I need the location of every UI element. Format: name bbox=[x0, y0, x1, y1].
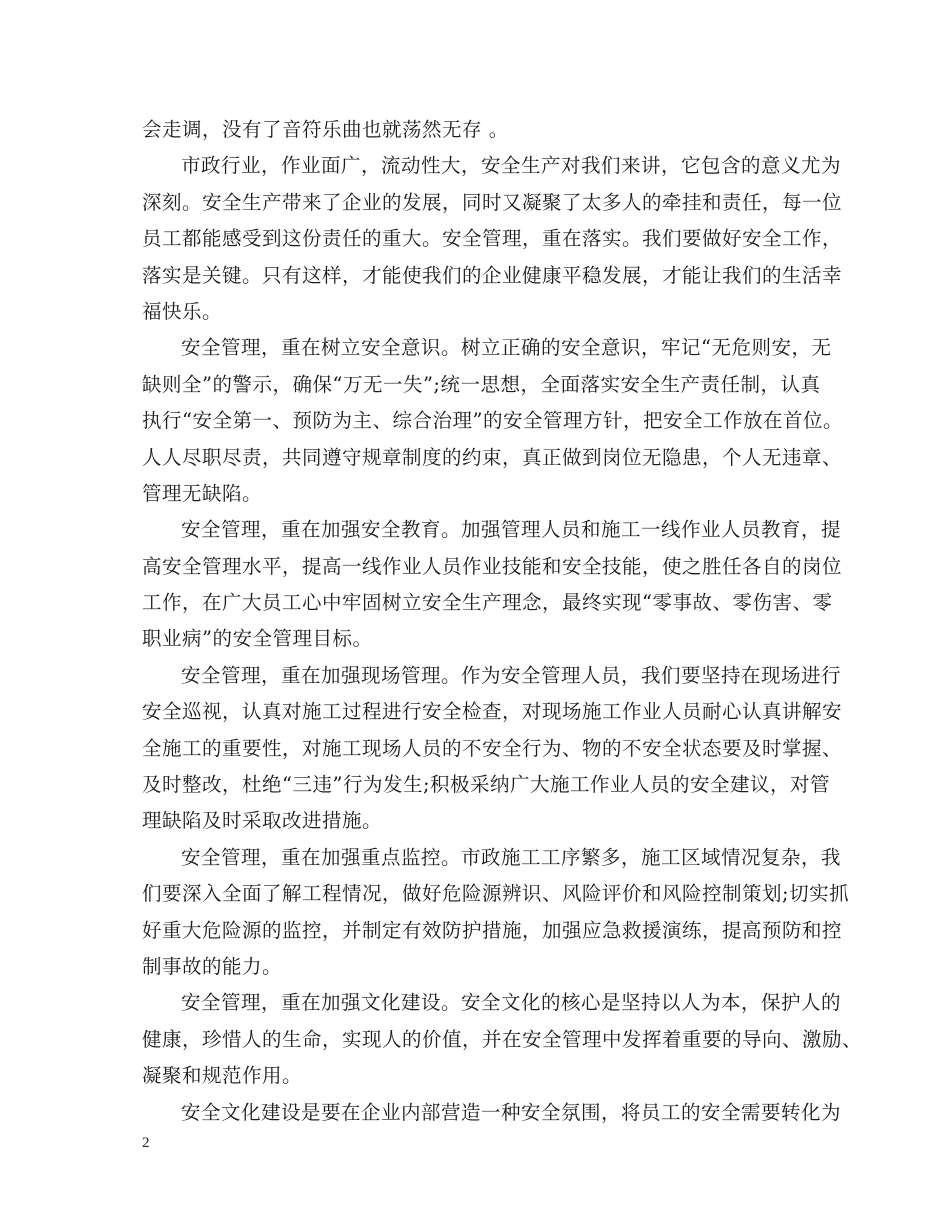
text-line: 落实是关键。只有这样，才能使我们的企业健康平稳发展，才能让我们的生活幸 bbox=[142, 263, 843, 287]
text-line: 深刻。安全生产带来了企业的发展，同时又凝聚了太多人的牵挂和责任，每一位 bbox=[142, 190, 843, 214]
page-number: 2 bbox=[142, 1135, 150, 1151]
text-line: 好重大危险源的监控，并制定有效防护措施，加强应急救援演练，提高预防和控 bbox=[142, 918, 843, 942]
text-line: 理缺陷及时采取改进措施。 bbox=[142, 809, 383, 833]
text-line: 安全管理，重在树立安全意识。树立正确的安全意识，牢记“无危则安，无 bbox=[181, 336, 832, 360]
text-line: 安全管理，重在加强安全教育。加强管理人员和施工一线作业人员教育，提 bbox=[181, 518, 842, 542]
text-line: 会走调，没有了音符乐曲也就荡然无存 。 bbox=[142, 118, 509, 141]
text-line: 员工都能感受到这份责任的重大。安全管理，重在落实。我们要做好安全工作， bbox=[142, 227, 843, 251]
text-line: 人人尽职尽责，共同遵守规章制度的约束，真正做到岗位无隐患，个人无违章、 bbox=[142, 445, 843, 469]
text-line: 凝聚和规范作用。 bbox=[142, 1064, 303, 1088]
text-line: 高安全管理水平，提高一线作业人员作业技能和安全技能，使之胜任各自的岗位 bbox=[142, 554, 843, 578]
text-line: 执行“安全第一、预防为主、综合治理”的安全管理方针，把安全工作放在首位。 bbox=[142, 409, 843, 433]
text-line: 安全管理，重在加强文化建设。安全文化的核心是坚持以人为本，保护人的 bbox=[181, 991, 842, 1015]
text-line: 福快乐。 bbox=[142, 299, 223, 323]
text-line: 安全管理，重在加强重点监控。市政施工工序繁多，施工区域情况复杂，我 bbox=[181, 845, 842, 869]
text-line: 健康，珍惜人的生命，实现人的价值，并在安全管理中发挥着重要的导向、激励、 bbox=[142, 1027, 863, 1051]
text-line: 缺则全”的警示，确保“万无一失”;统一思想，全面落实安全生产责任制，认真 bbox=[142, 372, 821, 396]
text-line: 们要深入全面了解工程情况，做好危险源辨识、风险评价和风险控制策划;切实抓 bbox=[142, 882, 850, 906]
text-line: 管理无缺陷。 bbox=[142, 481, 263, 505]
text-line: 安全巡视，认真对施工过程进行安全检查，对现场施工作业人员耐心认真讲解安 bbox=[142, 700, 843, 724]
text-line: 安全文化建设是要在企业内部营造一种安全氛围，将员工的安全需要转化为 bbox=[181, 1100, 842, 1124]
text-line: 职业病”的安全管理目标。 bbox=[142, 627, 373, 651]
text-line: 及时整改，杜绝“三违”行为发生;积极采纳广大施工作业人员的安全建议，对管 bbox=[142, 773, 831, 797]
text-line: 工作，在广大员工心中牢固树立安全生产理念，最终实现“零事故、零伤害、零 bbox=[142, 591, 833, 615]
text-line: 安全管理，重在加强现场管理。作为安全管理人员，我们要坚持在现场进行 bbox=[181, 663, 842, 687]
text-line: 全施工的重要性，对施工现场人员的不安全行为、物的不安全状态要及时掌握、 bbox=[142, 736, 843, 760]
text-line: 市政行业，作业面广，流动性大，安全生产对我们来讲，它包含的意义尤为 bbox=[181, 154, 842, 178]
document-body bbox=[142, 112, 863, 1131]
text-line: 制事故的能力。 bbox=[142, 954, 283, 978]
